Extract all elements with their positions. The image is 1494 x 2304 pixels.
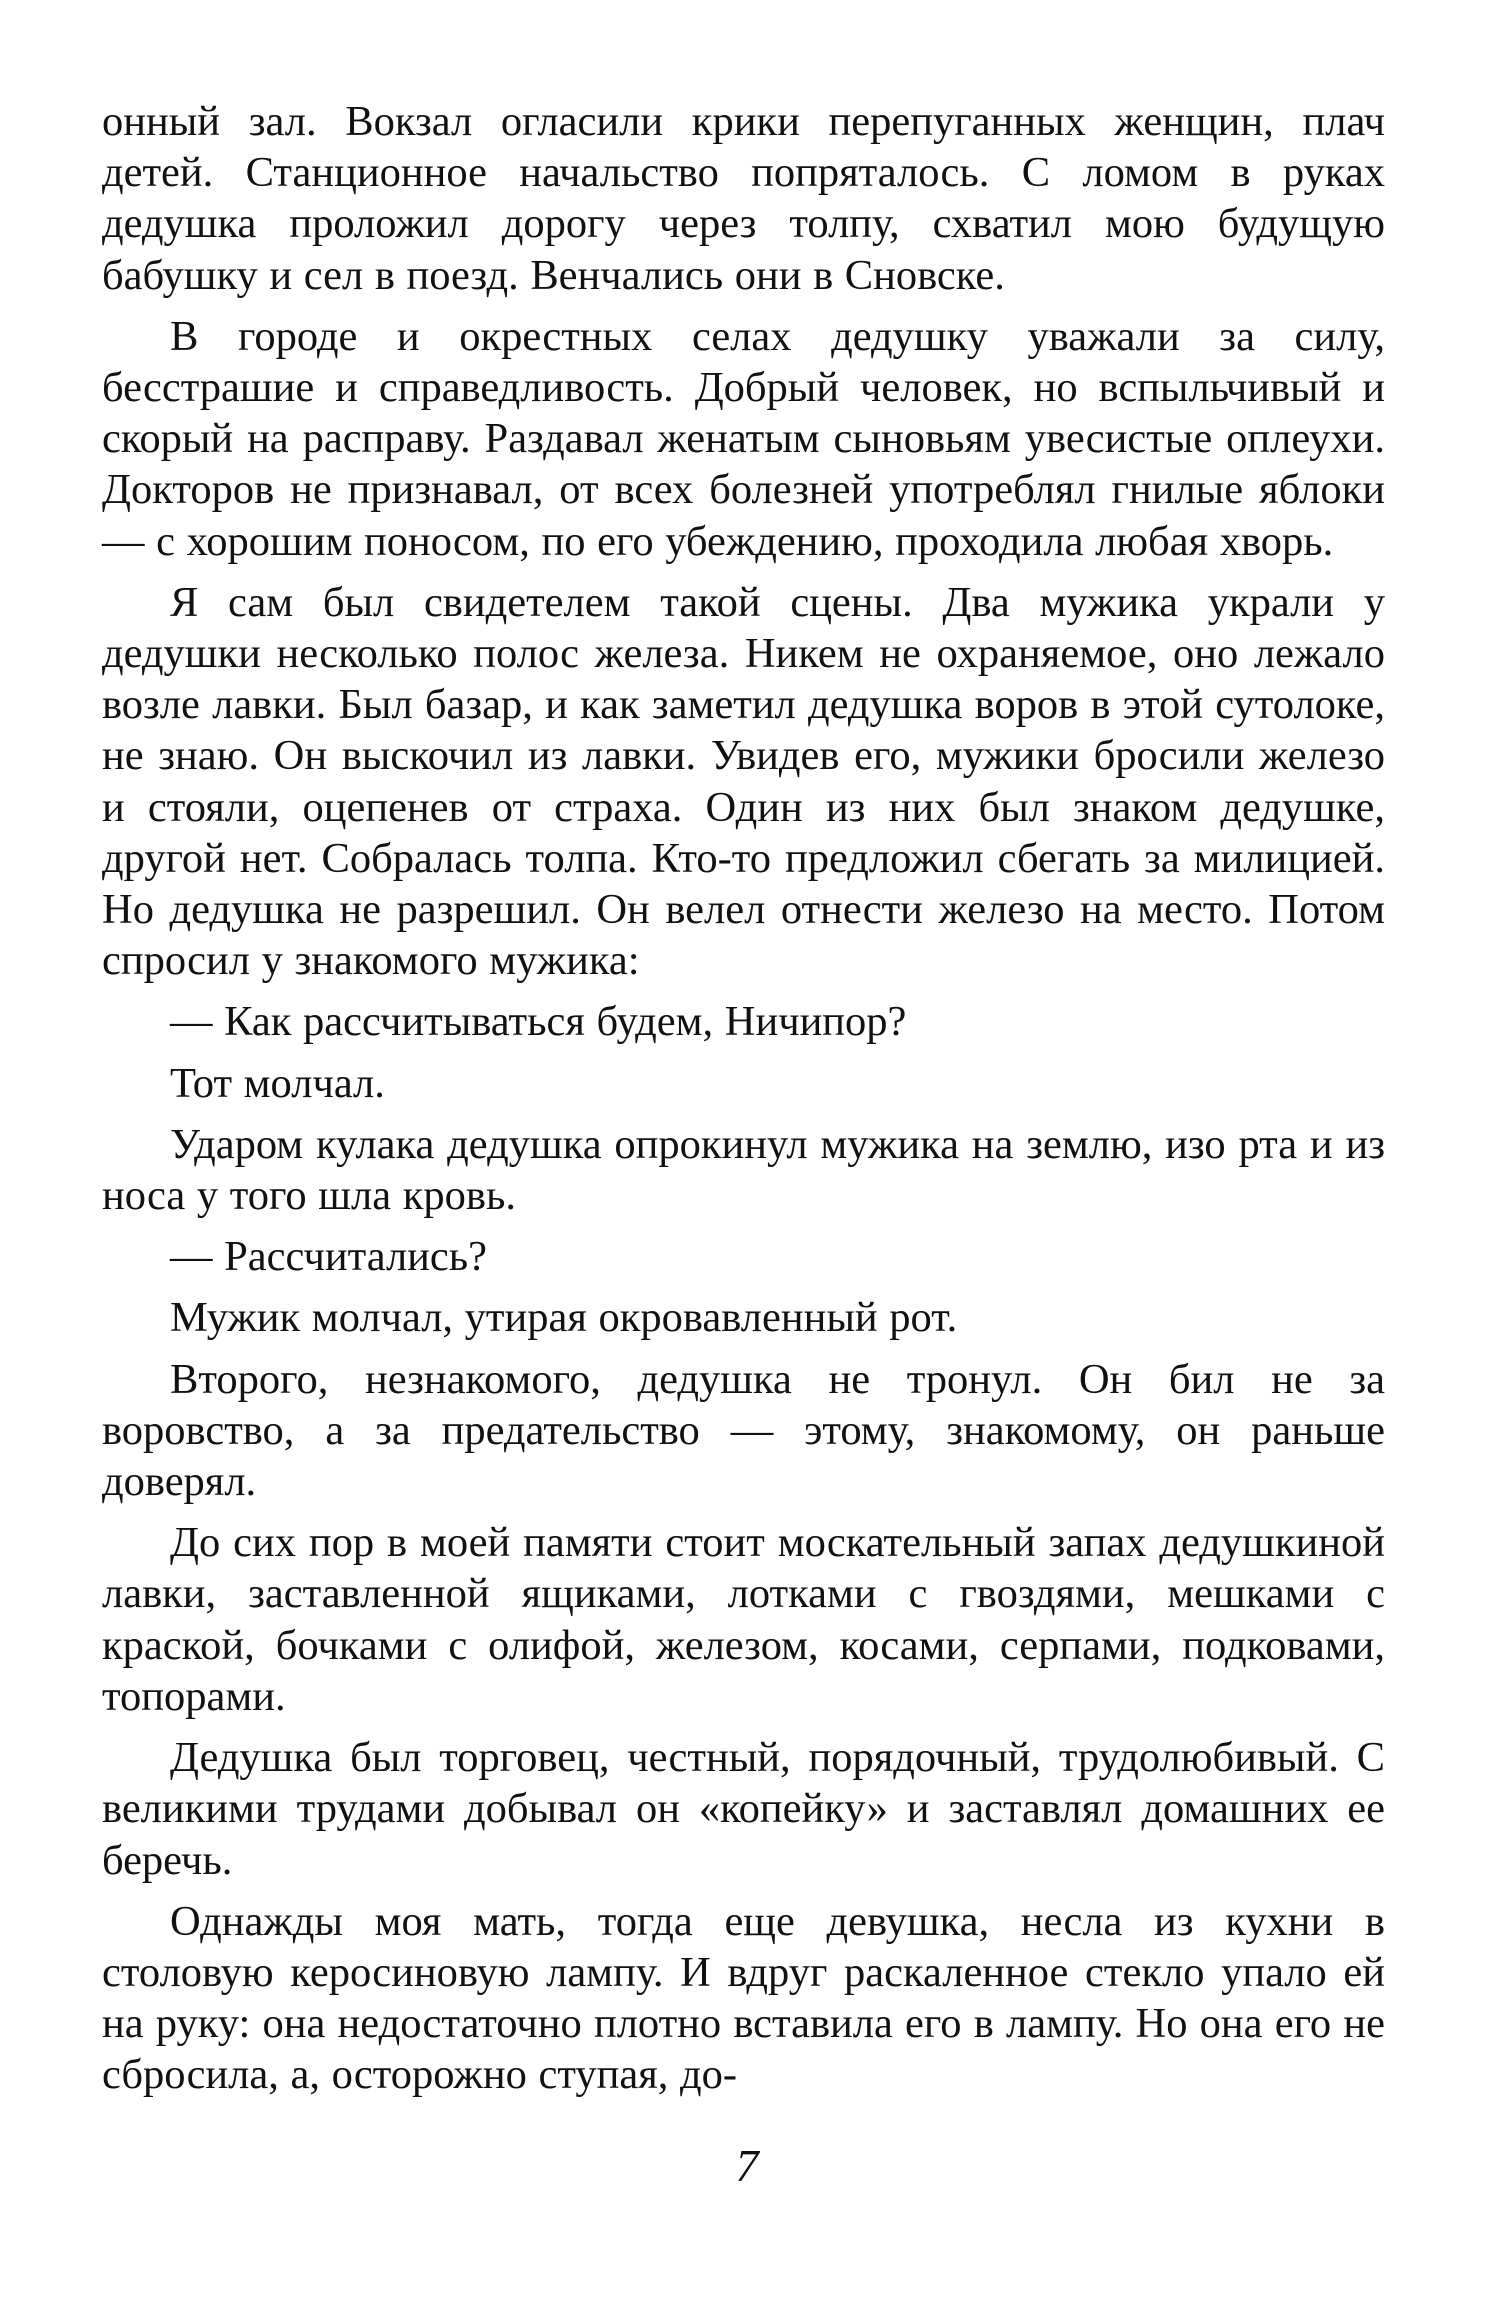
paragraph: Дедушка был торговец, честный, порядочный, трудолюбивый. С великими трудами добывал он «копейку» и заставлял домашних ее беречь. <box>102 1734 1385 1884</box>
dialogue-line: — Как рассчитываться будем, Ничипор? <box>170 998 907 1046</box>
paragraph: Мужик молчал, утирая окровавленный рот. <box>170 1294 958 1342</box>
page-number: 7 <box>735 2140 759 2191</box>
dialogue-line: — Рассчитались? <box>170 1233 488 1281</box>
page-text <box>102 96 1385 2101</box>
paragraph: Однажды моя мать, тогда еще девушка, несла из кухни в столовую керосиновую лампу. И вдруг раскаленное стекло упало ей на руку: она недостаточно плотно вставила его в лампу. Но она его не сбросила, а, осторожно ступая, до- <box>102 1897 1385 2099</box>
paragraph: онный зал. Вокзал огласили крики перепуганных женщин, плач детей. Станционное начальство попряталось. С ломом в руках дедушка проложил дорогу через толпу, схватил мою будущую бабушку и сел в поезд. Венчались они в Сновске. <box>102 98 1385 299</box>
paragraph: Тот молчал. <box>170 1059 385 1107</box>
paragraph: Ударом кулака дедушка опрокинул мужика на землю, изо рта и из носа у того шла кровь. <box>102 1120 1385 1220</box>
paragraph: Второго, незнакомого, дедушка не тронул. Он бил не за воровство, а за предательство — этому, знакомому, он раньше доверял. <box>102 1355 1385 1506</box>
paragraph: До сих пор в моей памяти стоит москательный запах дедушкиной лавки, заставленной ящиками, лотками с гвоздями, мешками с краской, бочками с олифой, железом, косами, серпами, подковами, топорами. <box>102 1519 1385 1720</box>
paragraph: Я сам был свидетелем такой сцены. Два мужика украли у дедушки несколько полос железа. Никем не охраняемое, оно лежало возле лавки. Был базар, и как заметил дедушка воров в этой сутолоке, не знаю. Он выскочил из лавки. Увидев его, мужики бросили железо и стояли, оцепенев от страха. Один из них был знаком дедушке, другой нет. Собралась толпа. Кто-то предложил сбегать за милицией. Но дедушка не разрешил. Он велел отнести железо на место. Потом спросил у знакомого мужика: <box>102 578 1385 985</box>
paragraph: В городе и окрестных селах дедушку уважали за силу, бесстрашие и справедливость. Добрый человек, но вспыльчивый и скорый на расправу. Раздавал женатым сыновьям увесистые оплеухи. Докторов не признавал, от всех болезней употреблял гнилые яблоки — с хорошим поносом, по его убеждению, проходила любая хворь. <box>102 312 1385 565</box>
